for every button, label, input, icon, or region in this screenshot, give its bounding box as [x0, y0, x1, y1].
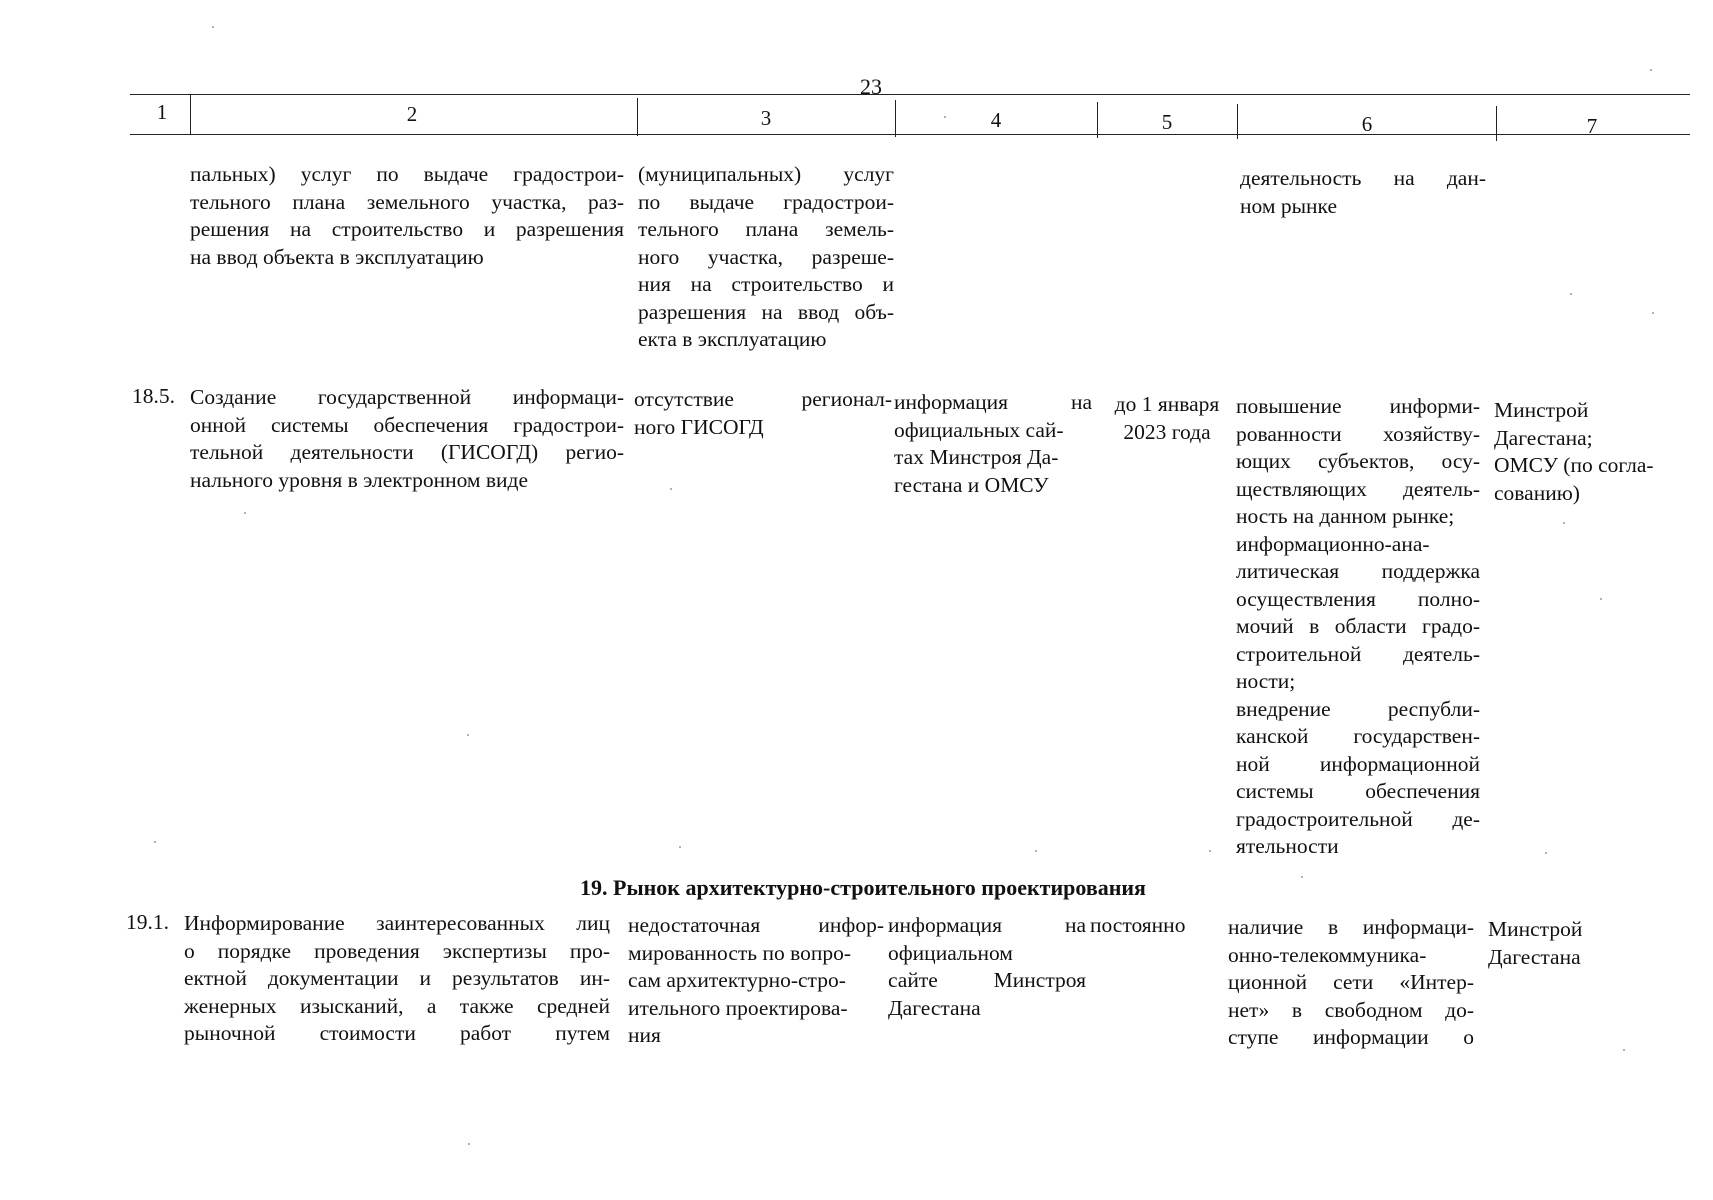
text-line: нет» в свободном до- — [1228, 997, 1474, 1022]
text-line: ного ГИСОГД — [634, 414, 764, 439]
scan-speck — [467, 734, 469, 736]
scan-speck — [1209, 850, 1211, 852]
header-top-rule — [130, 94, 1690, 95]
row-18-5-col3 — [634, 386, 892, 441]
text-line: 2023 года — [1123, 419, 1211, 444]
continuation-col6 — [1240, 165, 1486, 220]
text-line: ительного проектирова- — [628, 995, 848, 1020]
scan-speck — [154, 841, 156, 843]
text-line: тельного плана земель- — [638, 217, 894, 241]
text-line: повышение информи- — [1236, 394, 1480, 418]
header-divider-6 — [1496, 106, 1497, 141]
text-line: официальном — [888, 940, 1013, 965]
row-18-5-col4 — [894, 389, 1092, 499]
text-line: онной системы обеспечения градострои- — [190, 412, 624, 437]
text-line: ществляющих деятель- — [1236, 476, 1480, 501]
text-line: Дагестана — [888, 995, 981, 1020]
text-line: мированность по вопро- — [628, 940, 851, 965]
row-18-5-col5 — [1100, 391, 1234, 446]
text-line: ОМСУ (по согла- — [1494, 453, 1654, 477]
text-line: ющих субъектов, осу- — [1236, 449, 1480, 473]
text-line: Дагестана; — [1494, 425, 1593, 450]
text-line: ной информационной — [1236, 751, 1480, 776]
text-line: литическая поддержка — [1236, 559, 1480, 583]
text-line: сам архитектурно-стро- — [628, 968, 846, 992]
text-line: решения на строительство и разрешения — [190, 217, 624, 241]
text-line: нального уровня в электронном виде — [190, 467, 529, 492]
text-line: градостроительной де- — [1236, 806, 1480, 831]
text-line: наличие в информаци- — [1228, 915, 1474, 939]
continuation-col2 — [190, 161, 624, 271]
text-line: о порядке проведения экспертизы про- — [184, 938, 610, 963]
text-line: Минстрой — [1494, 398, 1589, 422]
text-line: рыночной стоимости работ путем — [184, 1021, 610, 1045]
text-line: информация на — [888, 913, 1086, 937]
text-line: Информирование заинтересованных лиц — [184, 911, 610, 935]
row-19-1-col3 — [628, 912, 884, 1050]
text-line: недостаточная инфор- — [628, 913, 884, 937]
text-line: ступе информации о — [1228, 1025, 1474, 1049]
row-18-5-col7 — [1494, 397, 1694, 507]
row-19-1-col5 — [1090, 912, 1230, 940]
text-line: онно-телекоммуника- — [1228, 942, 1427, 967]
scan-speck — [944, 116, 946, 118]
row-19-1-col6 — [1228, 914, 1474, 1052]
text-line: по выдаче градострои- — [638, 189, 894, 214]
header-divider-3 — [895, 100, 896, 137]
scan-speck — [244, 512, 246, 514]
scan-speck — [1301, 876, 1303, 878]
row-number-18-5: 18.5. — [132, 384, 175, 408]
text-line: ектной документации и результатов ин- — [184, 966, 610, 990]
scan-speck — [1563, 522, 1565, 524]
text-line: информационно-ана- — [1236, 531, 1430, 556]
text-line: ном рынке — [1240, 193, 1337, 218]
header-divider-2 — [637, 98, 638, 136]
column-header-6: 6 — [1361, 112, 1373, 136]
scan-speck — [1652, 312, 1654, 314]
text-line: ности; — [1236, 669, 1296, 693]
section-heading: 19. Рынок архитектурно-строительного проектирования — [580, 875, 1146, 900]
text-line: канской государствен- — [1236, 724, 1480, 748]
text-line: рованности хозяйству- — [1236, 421, 1480, 446]
text-line: (муниципальных) услуг — [638, 162, 894, 186]
scan-speck — [1570, 293, 1572, 295]
text-line: сайте Минстроя — [888, 968, 1086, 992]
row-18-5-col2 — [190, 384, 624, 494]
text-line: ность на данном рынке; — [1236, 504, 1455, 528]
text-line: гестана и ОМСУ — [894, 472, 1049, 497]
text-line: екта в эксплуатацию — [638, 327, 827, 351]
text-line: тах Минстроя Да- — [894, 445, 1059, 469]
column-header-4: 4 — [990, 108, 1002, 132]
text-line: постоянно — [1090, 913, 1186, 937]
text-line: отсутствие регионал- — [634, 387, 892, 411]
text-line: ционной сети «Интер- — [1228, 970, 1474, 994]
text-line: Минстрой — [1488, 917, 1583, 941]
page-number: 23 — [860, 74, 882, 99]
text-line: деятельность на дан- — [1240, 166, 1486, 190]
text-line: на ввод объекта в эксплуатацию — [190, 244, 484, 269]
scan-speck — [1035, 850, 1037, 852]
text-line: системы обеспечения — [1236, 779, 1480, 803]
scan-speck — [1623, 1049, 1625, 1051]
row-19-1-col7 — [1488, 916, 1688, 971]
text-line: Дагестана — [1488, 944, 1581, 969]
scan-speck — [468, 1143, 470, 1145]
column-header-5: 5 — [1161, 110, 1173, 134]
text-line: информация на — [894, 390, 1092, 414]
scan-speck — [670, 488, 672, 490]
text-line: тельной деятельности (ГИСОГД) регио- — [190, 440, 624, 464]
text-line: ния на строительство и — [638, 272, 894, 296]
text-line: пальных) услуг по выдаче градострои- — [190, 162, 624, 186]
column-header-3: 3 — [760, 106, 772, 130]
column-header-2: 2 — [406, 102, 418, 126]
text-line: ятельности — [1236, 834, 1339, 858]
continuation-col3 — [638, 161, 894, 354]
column-header-7: 7 — [1586, 114, 1598, 138]
row-18-5-col6 — [1236, 393, 1480, 861]
header-bottom-rule — [130, 134, 1690, 135]
text-line: мочий в области градо- — [1236, 614, 1480, 638]
text-line: осуществления полно- — [1236, 586, 1480, 611]
text-line: женерных изысканий, а также средней — [184, 993, 610, 1018]
text-line: ного участка, разреше- — [638, 244, 894, 269]
row-19-1-col4 — [888, 912, 1086, 1022]
scan-speck — [212, 26, 214, 28]
row-19-1-col2 — [184, 910, 610, 1048]
text-line: внедрение республи- — [1236, 696, 1480, 721]
text-line: тельного плана земельного участка, раз- — [190, 189, 624, 214]
text-line: официальных сай- — [894, 417, 1064, 442]
header-divider-5 — [1237, 104, 1238, 139]
row-number-19-1: 19.1. — [126, 910, 169, 934]
text-line: до 1 января — [1114, 392, 1220, 416]
header-divider-4 — [1097, 102, 1098, 138]
text-line: разрешения на ввод объ- — [638, 299, 894, 324]
scan-speck — [1545, 852, 1547, 854]
column-header-1: 1 — [156, 100, 168, 124]
scan-speck — [679, 846, 681, 848]
scan-speck — [1650, 69, 1652, 71]
scan-speck — [1600, 598, 1602, 600]
header-divider-1 — [190, 94, 191, 134]
text-line: Создание государственной информаци- — [190, 385, 624, 409]
text-line: строительной деятель- — [1236, 641, 1480, 666]
text-line: ния — [628, 1023, 661, 1047]
text-line: сованию) — [1494, 480, 1580, 505]
